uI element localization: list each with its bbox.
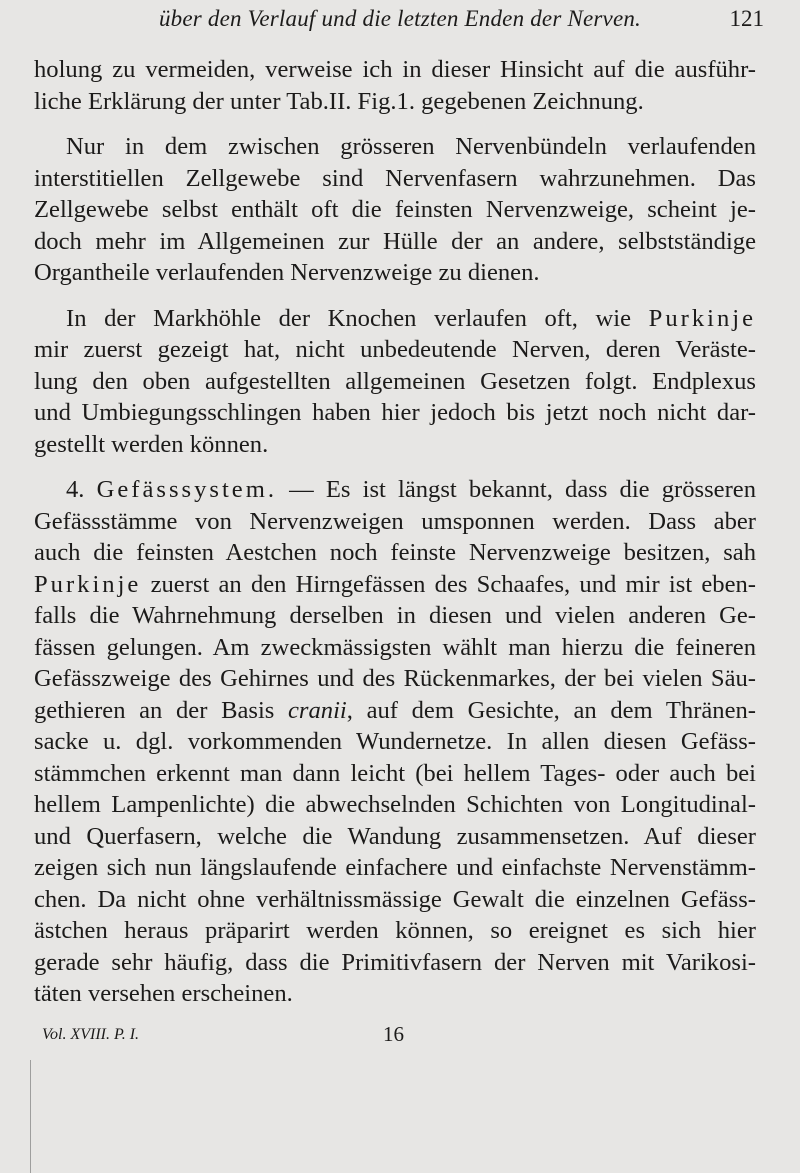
text-line [34, 695, 756, 727]
body-text [34, 54, 756, 1010]
text-segment: In der Markhöhle der Knochen verlaufen oft, wie [66, 304, 649, 332]
text-line: interstitiellen Zellgewebe sind Nervenfasern wahrzunehmen. Das [34, 164, 756, 192]
text-line: Nur in dem zwischen grösseren Nervenbündeln verlaufenden [66, 133, 756, 160]
running-title: über den Verlauf und die letzten Enden der Nerven. [158, 6, 642, 31]
text-line: fässen gelungen. Am zweckmässigsten wählt man hierzu die feineren [34, 633, 756, 661]
author-name: Purkinje [648, 304, 756, 332]
text-line: und Umbiegungsschlingen haben hier jedoch bis jetzt noch nicht dar- [34, 399, 756, 426]
text-line: lung den oben aufgestellten allgemeinen Gesetzen folgt. Endplexus [34, 367, 756, 395]
text-line: Zellgewebe selbst enthält oft die feinsten Nervenzweige, scheint je- [34, 196, 756, 223]
signature-number: 16 [383, 1022, 404, 1046]
text-line [34, 474, 756, 506]
text-line: täten versehen erscheinen. [34, 980, 293, 1007]
text-segment: , auf dem Gesichte, an dem Thränen- [346, 696, 756, 724]
text-line [34, 303, 756, 335]
text-line: Organtheile verlaufenden Nervenzweige zu dienen. [34, 259, 540, 286]
section-number: 4. [66, 476, 85, 503]
text-line: chen. Da nicht ohne verhältnissmässige Gewalt die einzelnen Gefäss- [34, 885, 756, 913]
text-line: hellem Lampenlichte) die abwechselnden Schichten von Longitudinal- [34, 791, 756, 818]
latin-term: cranii [288, 696, 347, 724]
text-line: stämmchen erkennt man dann leicht (bei hellem Tages- oder auch bei [34, 759, 756, 787]
text-line: gerade sehr häufig, dass die Primitivfasern der Nerven mit Varikosi- [34, 948, 756, 976]
text-segment: zuerst an den Hirngefässen des Schaafes, und mir ist eben- [141, 570, 756, 598]
text-segment: — Es ist längst bekannt, dass die grösseren [277, 476, 756, 503]
text-line: liche Erklärung der unter Tab.II. Fig.1. gegebenen Zeichnung. [34, 87, 644, 115]
margin-rule [30, 1060, 31, 1173]
text-segment: gethieren an der Basis [34, 696, 289, 724]
text-line: sacke u. dgl. vorkommenden Wundernetze. In allen diesen Gefäss- [34, 728, 756, 755]
text-line: falls die Wahrnehmung derselben in diesen und vielen anderen Ge- [34, 602, 756, 629]
page-number: 121 [729, 6, 764, 31]
text-line [34, 569, 756, 601]
author-name: Purkinje [34, 570, 142, 598]
text-line: gestellt werden können. [34, 430, 269, 458]
section-heading: Gefässsystem. [96, 476, 277, 503]
text-line: Gefässstämme von Nervenzweigen umsponnen werden. Dass aber [34, 507, 756, 535]
text-line: mir zuerst gezeigt hat, nicht unbedeutende Nerven, deren Veräste- [34, 336, 756, 363]
text-line: und Querfasern, welche die Wandung zusammensetzen. Auf dieser [34, 822, 756, 850]
text-line: auch die feinsten Aestchen noch feinste Nervenzweige besitzen, sah [34, 539, 756, 566]
signature-mark: Vol. XVIII. P. I. [42, 1026, 140, 1043]
text-line: zeigen sich nun längslaufende einfachere und einfachste Nervenstämm- [34, 854, 756, 881]
text-line: holung zu vermeiden, verweise ich in dieser Hinsicht auf die ausführ- [34, 56, 756, 83]
text-line: Gefässzweige des Gehirnes und des Rückenmarkes, der bei vielen Säu- [34, 665, 756, 692]
text-line: ästchen heraus präparirt werden können, so ereignet es sich hier [34, 917, 756, 944]
text-line: doch mehr im Allgemeinen zur Hülle der an andere, selbstständige [34, 227, 756, 255]
